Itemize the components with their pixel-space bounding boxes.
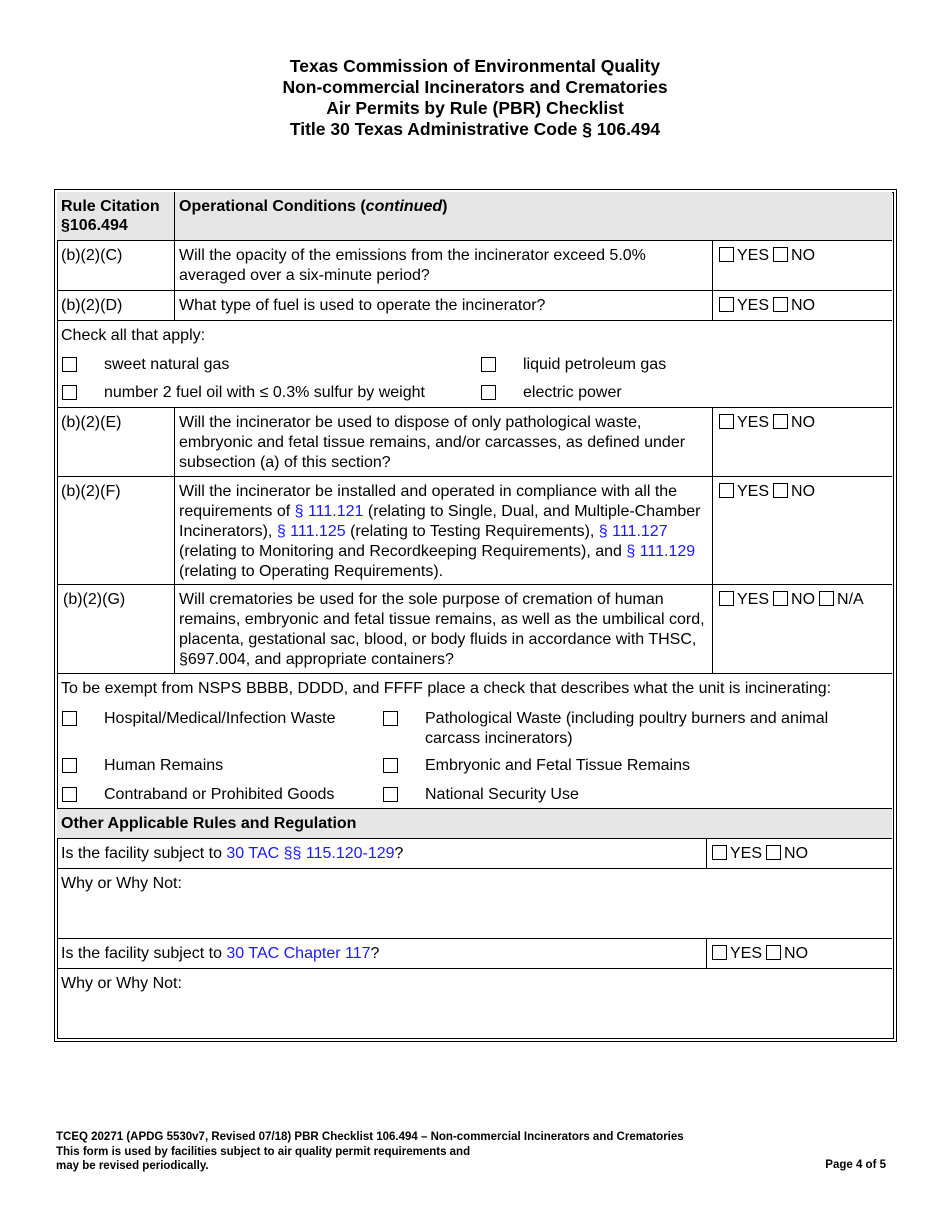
nsps-exemption-row: To be exempt from NSPS BBBB, DDDD, and FFFF place a check that describes what the unit is incinerating: Hospital/Medical/Infection Waste Pathological Waste (including poultry burners and animal carcass incinerators) Human Remains Embryonic and Fetal Tissue Remains Contraband or Prohibited Goods National Security Use — [57, 674, 892, 809]
header-subject: Non-commercial Incinerators and Crematories — [282, 77, 668, 97]
why-or-why-not-field[interactable] — [57, 969, 892, 1037]
other-rules-header-row — [57, 809, 892, 839]
contraband-checkbox[interactable] — [62, 787, 77, 802]
link-111-121[interactable]: § 111.121 — [294, 503, 364, 520]
yes-checkbox[interactable] — [719, 591, 734, 606]
rule-citation: (b)(2)(D) — [61, 297, 123, 314]
no-checkbox[interactable] — [773, 247, 788, 262]
yes-checkbox[interactable] — [719, 414, 734, 429]
question-text: Is the facility subject to 30 TAC §§ 115.120-129? — [61, 845, 404, 862]
sweet-natural-gas-checkbox[interactable] — [62, 357, 77, 372]
citation-column-header: Rule Citation §106.494 — [61, 198, 160, 234]
footer-form-id: TCEQ 20271 (APDG 5530v7, Revised 07/18) PBR Checklist 106.494 – Non-commercial Incinerators and Crematories — [56, 1131, 684, 1143]
national-security-checkbox[interactable] — [383, 787, 398, 802]
lpg-checkbox[interactable] — [481, 357, 496, 372]
no-checkbox[interactable] — [773, 483, 788, 498]
yes-checkbox[interactable] — [719, 483, 734, 498]
na-checkbox[interactable] — [819, 591, 834, 606]
no-checkbox[interactable] — [766, 945, 781, 960]
no-checkbox[interactable] — [766, 845, 781, 860]
link-115-120-129[interactable]: 30 TAC §§ 115.120-129 — [226, 845, 395, 862]
embryonic-remains-checkbox[interactable] — [383, 758, 398, 773]
link-111-125[interactable]: § 111.125 — [276, 523, 346, 540]
table-row — [57, 839, 892, 869]
yes-checkbox[interactable] — [719, 297, 734, 312]
why-or-why-not-field[interactable] — [57, 869, 892, 938]
link-111-127[interactable]: § 111.127 — [598, 523, 668, 540]
electric-power-checkbox[interactable] — [481, 385, 496, 400]
table-header-row — [57, 192, 892, 241]
fuel-options-row: Check all that apply: sweet natural gas liquid petroleum gas number 2 fuel oil with ≤ 0.3% sulfur by weight electric power — [57, 321, 892, 408]
no-checkbox[interactable] — [773, 414, 788, 429]
header-code: Title 30 Texas Administrative Code § 106.494 — [289, 119, 661, 139]
table-row — [57, 585, 892, 674]
rule-citation: (b)(2)(E) — [61, 414, 122, 431]
page-number: Page 4 of 5 — [825, 1159, 886, 1171]
yes-no-group: YES NO — [707, 839, 892, 868]
yes-no-group: YES NO — [713, 241, 892, 290]
why-label: Why or Why Not: — [61, 875, 182, 892]
header-form-title: Air Permits by Rule (PBR) Checklist — [326, 98, 624, 118]
question-text: Will crematories be used for the sole purpose of cremation of human remains, embryonic and fetal tissue remains, as well as the umbilical cord, placenta, gestational sac, blood, or body fluids in accordance with THSC, §697.004, and appropriate containers? — [179, 591, 705, 668]
yes-no-group: YES NO — [713, 408, 892, 476]
link-111-129[interactable]: § 111.129 — [626, 543, 696, 560]
rule-citation: (b)(2)(C) — [61, 247, 123, 264]
rule-citation: (b)(2)(F) — [61, 483, 121, 500]
no-checkbox[interactable] — [773, 591, 788, 606]
table-row — [57, 477, 892, 585]
table-row — [57, 408, 892, 477]
rule-citation: (b)(2)(G) — [63, 591, 126, 608]
document-header — [0, 56, 950, 140]
fuel-oil-checkbox[interactable] — [62, 385, 77, 400]
question-text: Will the incinerator be installed and operated in compliance with all the requirements of § 111.121 (relating to Single, Dual, and Multiple-Chamber Incinerators), § 111.125 (relating to Testing Requirements), § 111.127 (relating to Monitoring and Recordkeeping Requirements), and § 111.129 (relating to Operating Requirements). — [179, 483, 701, 580]
footer-note: may be revised periodically. — [56, 1160, 209, 1172]
human-remains-checkbox[interactable] — [62, 758, 77, 773]
other-rules-heading: Other Applicable Rules and Regulation — [61, 815, 357, 832]
question-text: Is the facility subject to 30 TAC Chapter 117? — [61, 945, 380, 962]
why-row — [57, 869, 892, 939]
yes-no-group: YES NO — [707, 939, 892, 968]
header-agency: Texas Commission of Environmental Quality — [289, 56, 661, 76]
table-row — [57, 241, 892, 291]
why-row — [57, 969, 892, 1037]
yes-checkbox[interactable] — [712, 845, 727, 860]
conditions-column-header: Operational Conditions (continued) — [179, 198, 448, 215]
nsps-instruction: To be exempt from NSPS BBBB, DDDD, and FFFF place a check that describes what the unit is incinerating: — [61, 680, 832, 697]
yes-checkbox[interactable] — [719, 247, 734, 262]
pathological-waste-checkbox[interactable] — [383, 711, 398, 726]
fuel-instruction: Check all that apply: — [61, 327, 206, 344]
why-label: Why or Why Not: — [61, 975, 182, 992]
yes-no-group: YES NO — [713, 291, 892, 320]
hospital-waste-checkbox[interactable] — [62, 711, 77, 726]
question-text: Will the opacity of the emissions from the incinerator exceed 5.0% averaged over a six-minute period? — [179, 247, 646, 284]
document-footer — [56, 1130, 684, 1174]
table-row — [57, 291, 892, 321]
yes-no-na-group: YES NO N/A — [713, 585, 892, 673]
table-row — [57, 939, 892, 969]
yes-checkbox[interactable] — [712, 945, 727, 960]
yes-no-group: YES NO — [713, 477, 892, 584]
no-checkbox[interactable] — [773, 297, 788, 312]
link-chapter-117[interactable]: 30 TAC Chapter 117 — [226, 945, 371, 962]
footer-note: This form is used by facilities subject to air quality permit requirements and — [56, 1145, 471, 1158]
question-text: What type of fuel is used to operate the incinerator? — [179, 297, 546, 314]
question-text: Will the incinerator be used to dispose of only pathological waste, embryonic and fetal tissue remains, and/or carcasses, as defined under subsection (a) of this section? — [179, 414, 686, 471]
